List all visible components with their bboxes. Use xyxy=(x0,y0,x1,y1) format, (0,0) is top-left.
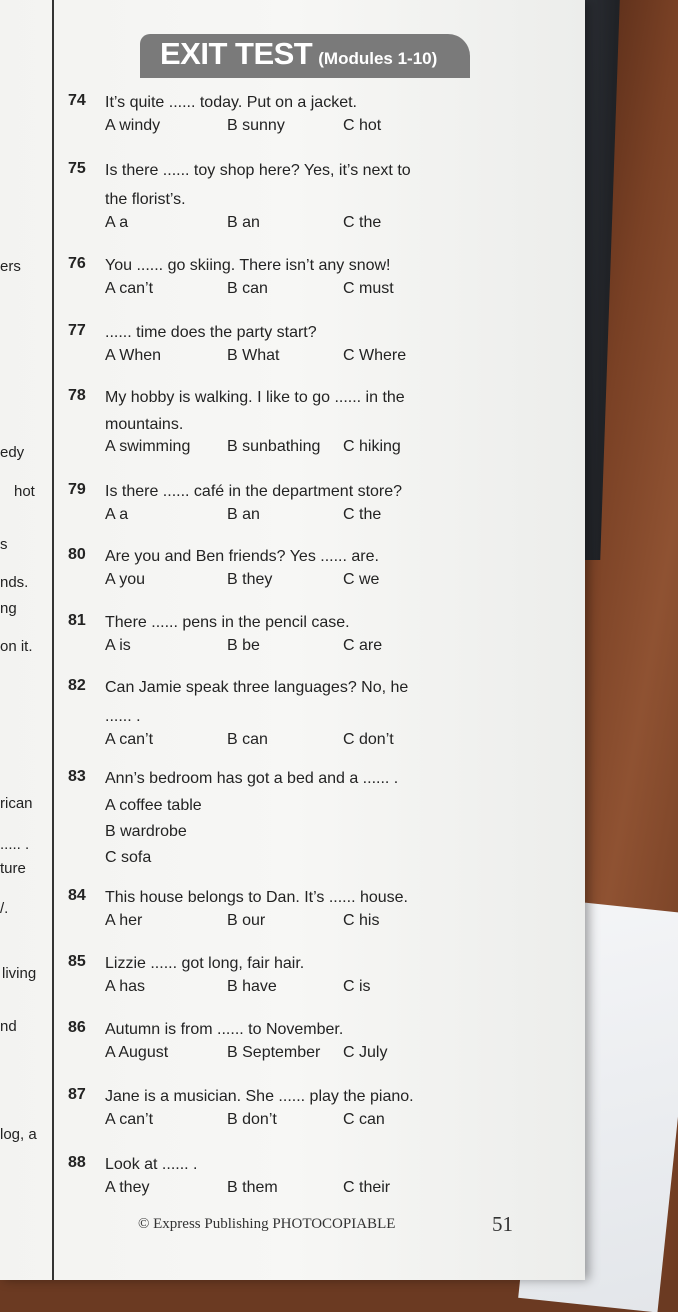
left-fragment: s xyxy=(0,536,8,553)
option-b[interactable]: B they xyxy=(227,571,273,588)
option-a[interactable]: A is xyxy=(105,637,131,654)
question-75 xyxy=(68,156,468,240)
answer-options xyxy=(105,1044,468,1070)
option-c[interactable]: C don’t xyxy=(343,731,394,748)
answer-options xyxy=(105,912,468,938)
answer-options xyxy=(105,280,468,306)
option-b[interactable]: B September xyxy=(227,1044,321,1061)
option-c[interactable]: C the xyxy=(343,506,382,523)
question-79 xyxy=(68,477,468,532)
answer-options xyxy=(105,438,468,464)
question-number: 82 xyxy=(68,677,86,694)
left-fragment: hot xyxy=(14,483,35,500)
test-subtitle: (Modules 1-10) xyxy=(318,49,438,68)
left-fragment: ng xyxy=(0,600,17,617)
option-b[interactable]: B can xyxy=(227,731,268,748)
question-text-line-1: Can Jamie speak three languages? No, he xyxy=(105,679,409,696)
option-a[interactable]: A can’t xyxy=(105,280,154,297)
option-c[interactable]: C we xyxy=(343,571,380,588)
question-74 xyxy=(68,88,468,143)
option-c[interactable]: C hiking xyxy=(343,438,401,455)
question-84 xyxy=(68,883,468,938)
left-fragment: edy xyxy=(0,444,25,461)
question-number: 85 xyxy=(68,953,86,970)
option-a[interactable]: A When xyxy=(105,347,162,364)
question-number: 80 xyxy=(68,546,86,563)
option-b[interactable]: B an xyxy=(227,506,260,523)
question-80 xyxy=(68,542,468,597)
option-a[interactable]: A can’t xyxy=(105,1111,154,1128)
question-88 xyxy=(68,1150,468,1205)
question-text: Is there ...... café in the department store? xyxy=(105,483,403,500)
question-87 xyxy=(68,1082,488,1137)
answer-options xyxy=(105,571,468,597)
answer-options xyxy=(105,117,468,143)
question-text-line-2: the florist’s. xyxy=(105,191,186,208)
option-b[interactable]: B wardrobe xyxy=(105,823,187,840)
option-c[interactable]: C is xyxy=(343,978,371,995)
question-number: 74 xyxy=(68,92,86,109)
question-number: 75 xyxy=(68,160,86,177)
page-title xyxy=(160,36,437,72)
question-83 xyxy=(68,764,468,871)
question-text: Autumn is from ...... to November. xyxy=(105,1021,344,1038)
question-text: Are you and Ben friends? Yes ...... are. xyxy=(105,548,379,565)
previous-page-margin xyxy=(0,0,54,1280)
question-81 xyxy=(68,608,468,663)
option-b[interactable]: B sunny xyxy=(227,117,285,134)
question-number: 83 xyxy=(68,768,86,785)
question-76 xyxy=(68,251,468,306)
option-c[interactable]: C hot xyxy=(343,117,382,134)
question-text: It’s quite ...... today. Put on a jacket. xyxy=(105,94,357,111)
question-number: 86 xyxy=(68,1019,86,1036)
option-c[interactable]: C can xyxy=(343,1111,385,1128)
left-fragment: on it. xyxy=(0,638,33,655)
question-text-line-2: mountains. xyxy=(105,416,184,433)
option-a[interactable]: A coffee table xyxy=(105,797,202,814)
left-fragment: log, a xyxy=(0,1126,37,1143)
question-number: 77 xyxy=(68,322,86,339)
option-b[interactable]: B don’t xyxy=(227,1111,277,1128)
option-c[interactable]: C their xyxy=(343,1179,391,1196)
question-77 xyxy=(68,318,468,373)
left-fragment: ture xyxy=(0,860,26,877)
option-a[interactable]: A they xyxy=(105,1179,150,1196)
question-number: 88 xyxy=(68,1154,86,1171)
option-c[interactable]: C the xyxy=(343,214,382,231)
option-c[interactable]: C Where xyxy=(343,347,407,364)
question-text: ...... time does the party start? xyxy=(105,324,317,341)
question-78 xyxy=(68,383,468,464)
option-a[interactable]: A a xyxy=(105,506,129,523)
left-fragment: living xyxy=(2,965,37,982)
option-b[interactable]: B an xyxy=(227,214,260,231)
option-a[interactable]: A you xyxy=(105,571,146,588)
question-86 xyxy=(68,1015,468,1070)
answer-options xyxy=(105,347,468,373)
option-b[interactable]: B them xyxy=(227,1179,278,1196)
question-text: Jane is a musician. She ...... play the piano. xyxy=(105,1088,414,1105)
left-fragment: nds. xyxy=(0,574,29,591)
left-fragment: ..... . xyxy=(0,836,30,853)
option-a[interactable]: A a xyxy=(105,214,129,231)
left-fragment: nd xyxy=(0,1018,17,1035)
option-a[interactable]: A has xyxy=(105,978,146,995)
option-a[interactable]: A windy xyxy=(105,117,161,134)
question-number: 78 xyxy=(68,387,86,404)
option-c[interactable]: C July xyxy=(343,1044,388,1061)
answer-options xyxy=(105,1179,468,1205)
answer-options xyxy=(105,793,468,871)
left-fragment: ers xyxy=(0,258,21,275)
option-b[interactable]: B can xyxy=(227,280,268,297)
question-text-line-1: Is there ...... toy shop here? Yes, it’s next to xyxy=(105,162,411,179)
option-a[interactable]: A August xyxy=(105,1044,169,1061)
option-c[interactable]: C are xyxy=(343,637,383,654)
answer-options xyxy=(105,214,468,240)
question-text: Look at ...... . xyxy=(105,1156,198,1173)
question-text-line-1: My hobby is walking. I like to go ...... in the xyxy=(105,389,405,406)
option-b[interactable]: B have xyxy=(227,978,277,995)
question-text: There ...... pens in the pencil case. xyxy=(105,614,350,631)
page-number: 51 xyxy=(492,1212,513,1236)
question-number: 87 xyxy=(68,1086,86,1103)
answer-options xyxy=(105,637,468,663)
question-number: 76 xyxy=(68,255,86,272)
answer-options xyxy=(105,731,468,757)
option-b[interactable]: B sunbathing xyxy=(227,438,321,455)
answer-options xyxy=(105,1111,488,1137)
answer-options xyxy=(105,978,468,1004)
option-b[interactable]: B What xyxy=(227,347,280,364)
option-c[interactable]: C must xyxy=(343,280,394,297)
option-a[interactable]: A her xyxy=(105,912,143,929)
option-a[interactable]: A can’t xyxy=(105,731,154,748)
option-b[interactable]: B be xyxy=(227,637,260,654)
question-number: 84 xyxy=(68,887,86,904)
test-title: EXIT TEST xyxy=(160,36,313,71)
question-text: Ann’s bedroom has got a bed and a ...... . xyxy=(105,770,399,787)
question-text: This house belongs to Dan. It’s ...... house. xyxy=(105,889,408,906)
option-a[interactable]: A swimming xyxy=(105,438,191,455)
question-82 xyxy=(68,673,468,757)
question-85 xyxy=(68,949,468,1004)
question-number: 79 xyxy=(68,481,86,498)
option-b[interactable]: B our xyxy=(227,912,266,929)
left-fragment: rican xyxy=(0,795,33,812)
left-fragment: /. xyxy=(0,900,9,917)
option-c[interactable]: C sofa xyxy=(105,849,152,866)
question-number: 81 xyxy=(68,612,86,629)
question-text: You ...... go skiing. There isn’t any snow! xyxy=(105,257,391,274)
option-c[interactable]: C his xyxy=(343,912,380,929)
answer-options xyxy=(105,506,468,532)
copyright-footer: © Express Publishing PHOTOCOPIABLE xyxy=(138,1216,396,1232)
question-text-line-2: ...... . xyxy=(105,708,141,725)
question-text: Lizzie ...... got long, fair hair. xyxy=(105,955,305,972)
